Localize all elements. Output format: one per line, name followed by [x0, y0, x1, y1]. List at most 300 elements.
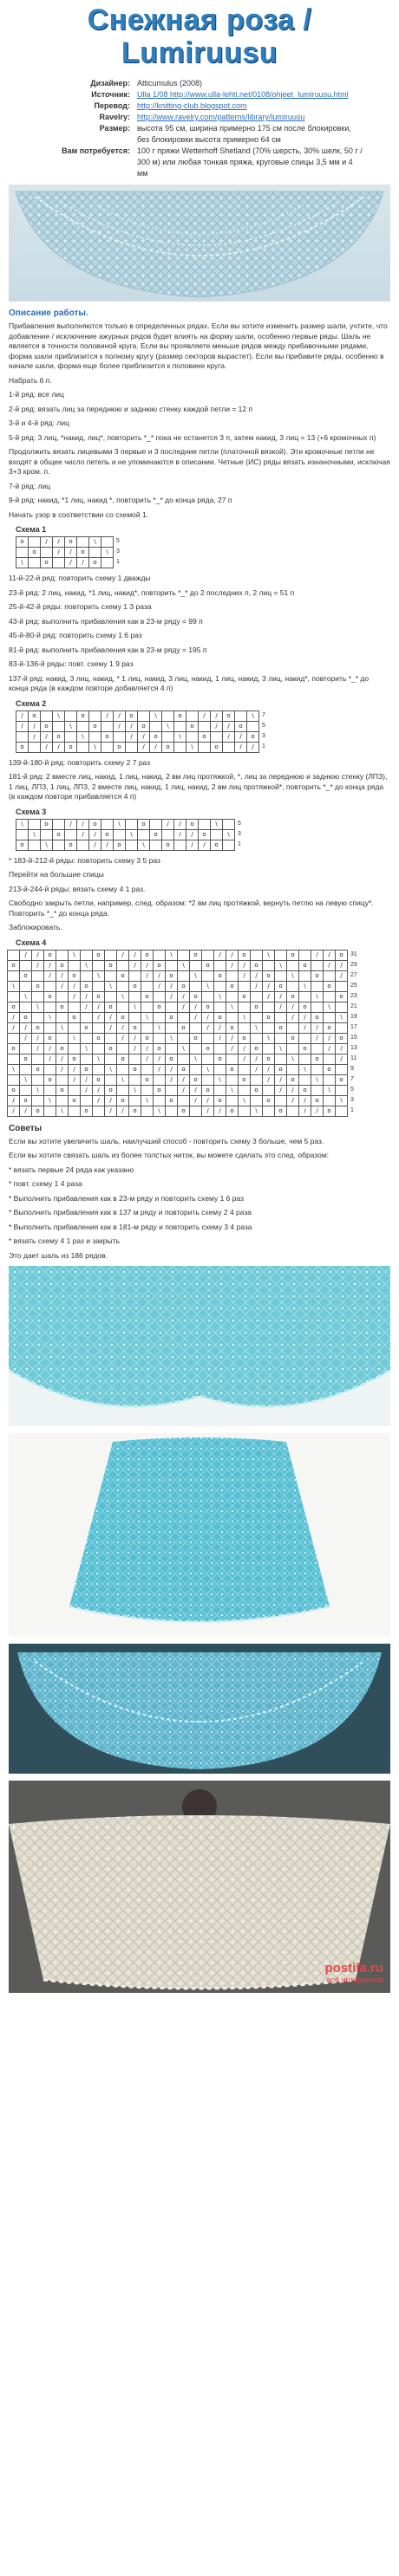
- grid-cell: o: [114, 742, 126, 752]
- rows-block-d: [9, 856, 390, 933]
- grid-cell: [202, 1033, 214, 1043]
- grid-cell: o: [69, 1012, 81, 1022]
- shawl-worn-image: [9, 1433, 390, 1637]
- grid-cell: [65, 711, 77, 721]
- grid-cell: [8, 1054, 20, 1064]
- grid-cell: o: [20, 1054, 32, 1064]
- grid-cell: o: [89, 819, 101, 829]
- grid-cell: [129, 1074, 141, 1085]
- row-number: 21: [350, 1002, 357, 1009]
- grid-cell: \: [251, 1022, 263, 1033]
- description-heading: Описание работы.: [9, 308, 88, 318]
- grid-cell: [166, 1022, 178, 1033]
- grid-cell: [20, 1043, 32, 1054]
- instruction-line: 83-й-136-й ряды: повт. схему 1 9 раз: [9, 659, 134, 668]
- grid-cell: \: [287, 970, 299, 981]
- grid-cell: /: [93, 1002, 105, 1012]
- grid-cell: \: [117, 991, 129, 1002]
- grid-cell: [226, 1054, 239, 1064]
- grid-cell: \: [190, 970, 202, 981]
- grid-cell: o: [29, 711, 41, 721]
- grid-cell: \: [114, 819, 126, 829]
- instruction-line: 43-й ряд: выполнить прибавления как в 23-м ряду = 99 п: [9, 616, 203, 626]
- grid-cell: \: [336, 1012, 348, 1022]
- grid-cell: o: [138, 819, 150, 829]
- grid-cell: o: [69, 1095, 81, 1106]
- schema-2-grid: [16, 711, 259, 753]
- grid-cell: [226, 1095, 239, 1106]
- grid-cell: \: [150, 711, 162, 721]
- grid-cell: [251, 950, 263, 960]
- grid-cell: /: [65, 548, 77, 558]
- instruction-line: Заблокировать.: [9, 923, 62, 931]
- grid-cell: o: [93, 1074, 105, 1085]
- grid-cell: [138, 711, 150, 721]
- grid-cell: [77, 537, 89, 548]
- grid-cell: /: [336, 1054, 348, 1064]
- grid-cell: [56, 950, 69, 960]
- grid-cell: [16, 829, 29, 840]
- grid-cell: [287, 960, 299, 970]
- grid-cell: [101, 819, 114, 829]
- grid-cell: [93, 960, 105, 970]
- grid-cell: /: [178, 991, 190, 1002]
- grid-cell: [199, 721, 211, 731]
- grid-cell: o: [166, 970, 178, 981]
- grid-cell: /: [129, 1043, 141, 1054]
- grid-cell: [211, 731, 223, 742]
- grid-cell: /: [56, 981, 69, 991]
- grid-cell: o: [32, 1106, 44, 1116]
- grid-cell: o: [199, 731, 211, 742]
- grid-cell: /: [166, 991, 178, 1002]
- grid-cell: o: [162, 840, 174, 850]
- grid-cell: o: [324, 1106, 336, 1116]
- grid-cell: [53, 840, 65, 850]
- grid-cell: [89, 548, 101, 558]
- grid-cell: [226, 991, 239, 1002]
- grid-row: [8, 1022, 348, 1033]
- grid-cell: [324, 1074, 336, 1085]
- grid-cell: [214, 960, 226, 970]
- grid-cell: /: [190, 1085, 202, 1095]
- grid-cell: /: [202, 1012, 214, 1022]
- grid-cell: o: [239, 950, 251, 960]
- grid-cell: [178, 1033, 190, 1043]
- grid-cell: o: [202, 1043, 214, 1054]
- grid-cell: \: [299, 1064, 311, 1074]
- row-number: 17: [350, 1023, 357, 1030]
- grid-cell: [190, 981, 202, 991]
- grid-cell: [263, 1085, 275, 1095]
- row-number: 29: [350, 961, 357, 968]
- info-row: [0, 101, 399, 112]
- grid-cell: \: [275, 960, 287, 970]
- grid-cell: \: [8, 981, 20, 991]
- grid-cell: [117, 1002, 129, 1012]
- grid-cell: o: [251, 960, 263, 970]
- row-number: 15: [350, 1034, 357, 1041]
- schema-1-title: Схема 1: [16, 525, 47, 534]
- page-title: [0, 0, 399, 69]
- grid-cell: /: [202, 1022, 214, 1033]
- grid-cell: [239, 1085, 251, 1095]
- grid-cell: /: [16, 721, 29, 731]
- instruction-line: 5-й ряд: 3 лиц, *накид, лиц*, повторить *_* пока не останется 3 п, затем накид, 3 лиц = 13 (+6 кромочных п): [9, 432, 376, 442]
- grid-cell: o: [44, 950, 56, 960]
- grid-cell: \: [311, 1074, 324, 1085]
- instruction-line: 181-й ряд: 2 вместе лиц, накид, 1 лиц, накид, 2 вм лиц протяжкой, *, лиц за переднюю и заднюю стенку (ЛПЗ), 1 лиц, ЛПЗ, 1 лиц, ЛПЗ, 2 вместе лиц, накид, 1 лиц, накид, 2 вм лиц протяжкой*, повторить *_* до конца ряда (в каждом повторе прибавляется 4 п): [9, 772, 388, 801]
- grid-cell: /: [20, 950, 32, 960]
- grid-cell: [56, 991, 69, 1002]
- info-row: [0, 78, 399, 89]
- grid-cell: /: [29, 731, 41, 742]
- grid-cell: [141, 1085, 154, 1095]
- grid-cell: o: [105, 960, 117, 970]
- grid-cell: \: [202, 1064, 214, 1074]
- grid-cell: \: [77, 731, 89, 742]
- grid-cell: o: [166, 1012, 178, 1022]
- schema-3-row-numbers: [238, 819, 241, 850]
- grid-cell: [150, 840, 162, 850]
- info-row: [0, 89, 399, 101]
- grid-cell: o: [223, 711, 235, 721]
- grid-cell: o: [8, 1002, 20, 1012]
- grid-row: [8, 991, 348, 1002]
- grid-cell: \: [186, 742, 199, 752]
- grid-cell: o: [129, 1106, 141, 1116]
- grid-cell: [53, 721, 65, 731]
- grid-cell: [44, 1106, 56, 1116]
- grid-cell: /: [129, 960, 141, 970]
- grid-cell: /: [69, 981, 81, 991]
- grid-cell: o: [239, 991, 251, 1002]
- grid-cell: o: [336, 1033, 348, 1043]
- grid-cell: [129, 970, 141, 981]
- grid-cell: [56, 1095, 69, 1106]
- grid-cell: [324, 1095, 336, 1106]
- grid-cell: [154, 991, 166, 1002]
- grid-cell: o: [141, 1074, 154, 1085]
- grid-cell: \: [65, 721, 77, 731]
- grid-cell: /: [223, 731, 235, 742]
- grid-cell: o: [141, 950, 154, 960]
- grid-cell: o: [81, 1106, 93, 1116]
- grid-cell: [105, 991, 117, 1002]
- grid-cell: /: [235, 742, 247, 752]
- grid-row: [8, 960, 348, 970]
- grid-cell: /: [251, 1064, 263, 1074]
- grid-cell: [44, 1022, 56, 1033]
- grid-cell: /: [69, 1074, 81, 1085]
- grid-cell: [114, 829, 126, 840]
- grid-cell: /: [141, 970, 154, 981]
- info-key: Источник:: [91, 90, 130, 99]
- grid-cell: /: [105, 1012, 117, 1022]
- grid-cell: \: [154, 1106, 166, 1116]
- grid-cell: [226, 1074, 239, 1085]
- grid-cell: o: [251, 1085, 263, 1095]
- grid-cell: [214, 1043, 226, 1054]
- grid-cell: [166, 1106, 178, 1116]
- grid-cell: o: [16, 840, 29, 850]
- grid-cell: /: [53, 548, 65, 558]
- grid-cell: \: [162, 721, 174, 731]
- grid-cell: /: [178, 1002, 190, 1012]
- grid-cell: \: [126, 829, 138, 840]
- grid-cell: /: [154, 1054, 166, 1064]
- grid-cell: /: [211, 721, 223, 731]
- grid-cell: \: [20, 991, 32, 1002]
- grid-cell: /: [32, 1033, 44, 1043]
- grid-cell: /: [53, 742, 65, 752]
- info-key: Вам потребуется:: [62, 146, 130, 155]
- grid-cell: /: [77, 829, 89, 840]
- grid-cell: [117, 1085, 129, 1095]
- grid-cell: o: [186, 721, 199, 731]
- row-number: 25: [350, 982, 357, 989]
- grid-cell: [178, 970, 190, 981]
- grid-cell: o: [81, 1064, 93, 1074]
- grid-cell: /: [154, 1064, 166, 1074]
- grid-cell: o: [105, 1002, 117, 1012]
- rows-block-b: [9, 574, 390, 694]
- row-number: 19: [350, 1013, 357, 1020]
- grid-cell: o: [311, 1012, 324, 1022]
- grid-cell: /: [56, 970, 69, 981]
- intro-paragraph: Прибавления выполняются только в определенных рядах. Если вы хотите изменить размер шали, учтите, что добавление / исключение ажурных рядов будет влиять на форму шали, особенно первые ряды. Шаль не является в точности половиной круга. Если вы проявляете меньше рядов между прибавочными рядами, форма шали приблизится к полному кругу (размер секторов вырастет). Если вы прибавите ряды, особенно в начале шали, форма еще более приблизится к половине круга.: [9, 321, 388, 370]
- grid-cell: [251, 1033, 263, 1043]
- grid-cell: [275, 970, 287, 981]
- instruction-line: Если вы хотите увеличить шаль, наилучший способ - повторить схему 3 больше, чем 5 раз.: [9, 1136, 324, 1145]
- grid-cell: o: [53, 731, 65, 742]
- grid-cell: [141, 1064, 154, 1074]
- grid-cell: [251, 1074, 263, 1085]
- grid-cell: \: [20, 1074, 32, 1085]
- grid-cell: [287, 981, 299, 991]
- grid-cell: /: [166, 981, 178, 991]
- grid-row: [8, 1074, 348, 1085]
- grid-cell: [275, 1033, 287, 1043]
- grid-cell: \: [89, 537, 101, 548]
- grid-cell: o: [56, 960, 69, 970]
- grid-cell: o: [287, 1033, 299, 1043]
- grid-cell: /: [186, 829, 199, 840]
- grid-cell: [69, 1022, 81, 1033]
- grid-cell: [32, 1054, 44, 1064]
- grid-cell: /: [190, 1002, 202, 1012]
- grid-cell: /: [32, 950, 44, 960]
- grid-cell: /: [311, 1106, 324, 1116]
- grid-cell: [105, 1033, 117, 1043]
- title-line-1: Снежная роза /: [87, 3, 312, 36]
- grid-cell: o: [29, 548, 41, 558]
- grid-cell: o: [299, 1085, 311, 1095]
- info-value: высота 95 см, ширина примерно 175 см после блокировки, без блокировки высота примерно 64 см: [137, 124, 351, 144]
- grid-cell: [53, 819, 65, 829]
- grid-cell: [174, 840, 186, 850]
- shawl-closeup-image: [9, 1266, 390, 1426]
- instruction-line: Если вы хотите связать шаль из более толстых ниток, вы можете сделать это след. образом:: [9, 1151, 330, 1159]
- title-line-2: Lumiruusu: [121, 36, 278, 69]
- row-number: 3: [262, 732, 265, 739]
- grid-cell: [41, 711, 53, 721]
- grid-cell: [251, 1095, 263, 1106]
- schema-1: [16, 536, 399, 568]
- grid-cell: [117, 1043, 129, 1054]
- grid-cell: [324, 1054, 336, 1064]
- grid-row: [16, 819, 235, 829]
- grid-cell: o: [226, 1106, 239, 1116]
- info-key: Ravelry:: [99, 113, 130, 121]
- grid-cell: \: [89, 742, 101, 752]
- grid-cell: o: [114, 840, 126, 850]
- grid-row: [16, 829, 235, 840]
- instruction-line: Начать узор в соответствии со схемой 1.: [9, 509, 149, 519]
- grid-cell: /: [226, 1033, 239, 1043]
- grid-cell: [69, 1043, 81, 1054]
- grid-cell: o: [287, 950, 299, 960]
- grid-cell: o: [44, 1033, 56, 1043]
- grid-cell: [81, 1095, 93, 1106]
- grid-cell: o: [239, 1074, 251, 1085]
- grid-cell: [247, 721, 259, 731]
- info-link[interactable]: http://knitting-club.blogspot.com: [137, 101, 247, 110]
- info-link[interactable]: Ulla 1/08 http://www.ulla-lehti.net/0108/ohjeet_lumiruusu.html: [137, 90, 349, 99]
- grid-cell: /: [226, 960, 239, 970]
- schema-2-title: Схема 2: [16, 698, 47, 708]
- grid-cell: [287, 1043, 299, 1054]
- grid-cell: o: [129, 1064, 141, 1074]
- grid-cell: [263, 1022, 275, 1033]
- grid-cell: [20, 1064, 32, 1074]
- grid-cell: \: [239, 1012, 251, 1022]
- grid-cell: [190, 1022, 202, 1033]
- grid-cell: o: [16, 537, 29, 548]
- grid-cell: [93, 1043, 105, 1054]
- grid-cell: o: [311, 1054, 324, 1064]
- grid-cell: [105, 1074, 117, 1085]
- grid-cell: \: [174, 731, 186, 742]
- grid-cell: /: [44, 1054, 56, 1064]
- grid-cell: [138, 829, 150, 840]
- grid-cell: [178, 1012, 190, 1022]
- grid-cell: /: [138, 731, 150, 742]
- grid-cell: /: [65, 819, 77, 829]
- grid-cell: [56, 1012, 69, 1022]
- row-number: 1: [350, 1106, 354, 1113]
- grid-cell: /: [299, 1095, 311, 1106]
- grid-cell: [223, 742, 235, 752]
- grid-row: [8, 1043, 348, 1054]
- grid-cell: [287, 1064, 299, 1074]
- grid-cell: o: [16, 742, 29, 752]
- grid-cell: o: [214, 1095, 226, 1106]
- grid-cell: \: [324, 1085, 336, 1095]
- grid-cell: [336, 981, 348, 991]
- grid-cell: o: [8, 1085, 20, 1095]
- grid-cell: o: [235, 721, 247, 731]
- grid-cell: /: [20, 1106, 32, 1116]
- grid-cell: [166, 960, 178, 970]
- grid-cell: [226, 1012, 239, 1022]
- grid-cell: /: [101, 711, 114, 721]
- grid-cell: o: [324, 1064, 336, 1074]
- grid-cell: [199, 819, 211, 829]
- grid-cell: \: [226, 1085, 239, 1095]
- grid-cell: o: [65, 742, 77, 752]
- grid-cell: /: [226, 950, 239, 960]
- instruction-line: 137-й ряд: накид, 3 лиц, накид, * 1 лиц, накид, 3 лиц, накид, 1 лиц, накид, 3 лиц, накид*, повторить *_* до конца ряда (в каждом повторе добавляется 4 п): [9, 673, 370, 692]
- grid-row: [16, 548, 114, 558]
- grid-cell: /: [81, 991, 93, 1002]
- shawl-flat-image: [9, 185, 390, 302]
- shawl-photo-5: [9, 1781, 390, 1993]
- grid-cell: o: [190, 1074, 202, 1085]
- grid-cell: o: [190, 1033, 202, 1043]
- grid-cell: [101, 537, 114, 548]
- grid-cell: [77, 742, 89, 752]
- grid-cell: [239, 1106, 251, 1116]
- grid-cell: \: [44, 1012, 56, 1022]
- grid-cell: [239, 1022, 251, 1033]
- grid-cell: [336, 1064, 348, 1074]
- grid-cell: [223, 840, 235, 850]
- grid-cell: /: [126, 721, 138, 731]
- grid-cell: [166, 1002, 178, 1012]
- grid-cell: /: [141, 960, 154, 970]
- grid-row: [8, 1106, 348, 1116]
- instruction-line: * Выполнить прибавления как в 137 м ряду и повторить схему 2 4 раза: [9, 1208, 252, 1217]
- grid-cell: /: [44, 970, 56, 981]
- grid-cell: /: [16, 711, 29, 721]
- grid-cell: \: [16, 558, 29, 568]
- grid-cell: [154, 1033, 166, 1043]
- grid-cell: /: [263, 1074, 275, 1085]
- grid-cell: \: [214, 991, 226, 1002]
- grid-cell: [190, 960, 202, 970]
- grid-cell: /: [154, 970, 166, 981]
- grid-cell: /: [336, 970, 348, 981]
- grid-cell: \: [166, 950, 178, 960]
- row-number: 3: [116, 548, 120, 555]
- grid-cell: [275, 1095, 287, 1106]
- grid-cell: /: [214, 1022, 226, 1033]
- row-number: 3: [238, 830, 241, 837]
- grid-cell: o: [56, 1002, 69, 1012]
- grid-cell: [81, 1054, 93, 1064]
- grid-cell: o: [138, 721, 150, 731]
- grid-cell: o: [141, 991, 154, 1002]
- grid-cell: o: [20, 1012, 32, 1022]
- info-link[interactable]: http://www.ravelry.com/patterns/library/lumiruusu: [137, 113, 305, 121]
- grid-cell: [150, 721, 162, 731]
- grid-cell: o: [263, 1012, 275, 1022]
- grid-row: [16, 840, 235, 850]
- info-value: Atticumulus (2008): [137, 79, 203, 88]
- grid-cell: \: [16, 819, 29, 829]
- grid-cell: [299, 1054, 311, 1064]
- grid-cell: /: [199, 840, 211, 850]
- grid-cell: [69, 1106, 81, 1116]
- grid-cell: o: [150, 829, 162, 840]
- grid-cell: [186, 711, 199, 721]
- grid-cell: /: [129, 950, 141, 960]
- grid-cell: /: [239, 960, 251, 970]
- grid-cell: o: [101, 829, 114, 840]
- grid-cell: \: [32, 1002, 44, 1012]
- instruction-line: 1-й ряд: все лиц: [9, 390, 64, 399]
